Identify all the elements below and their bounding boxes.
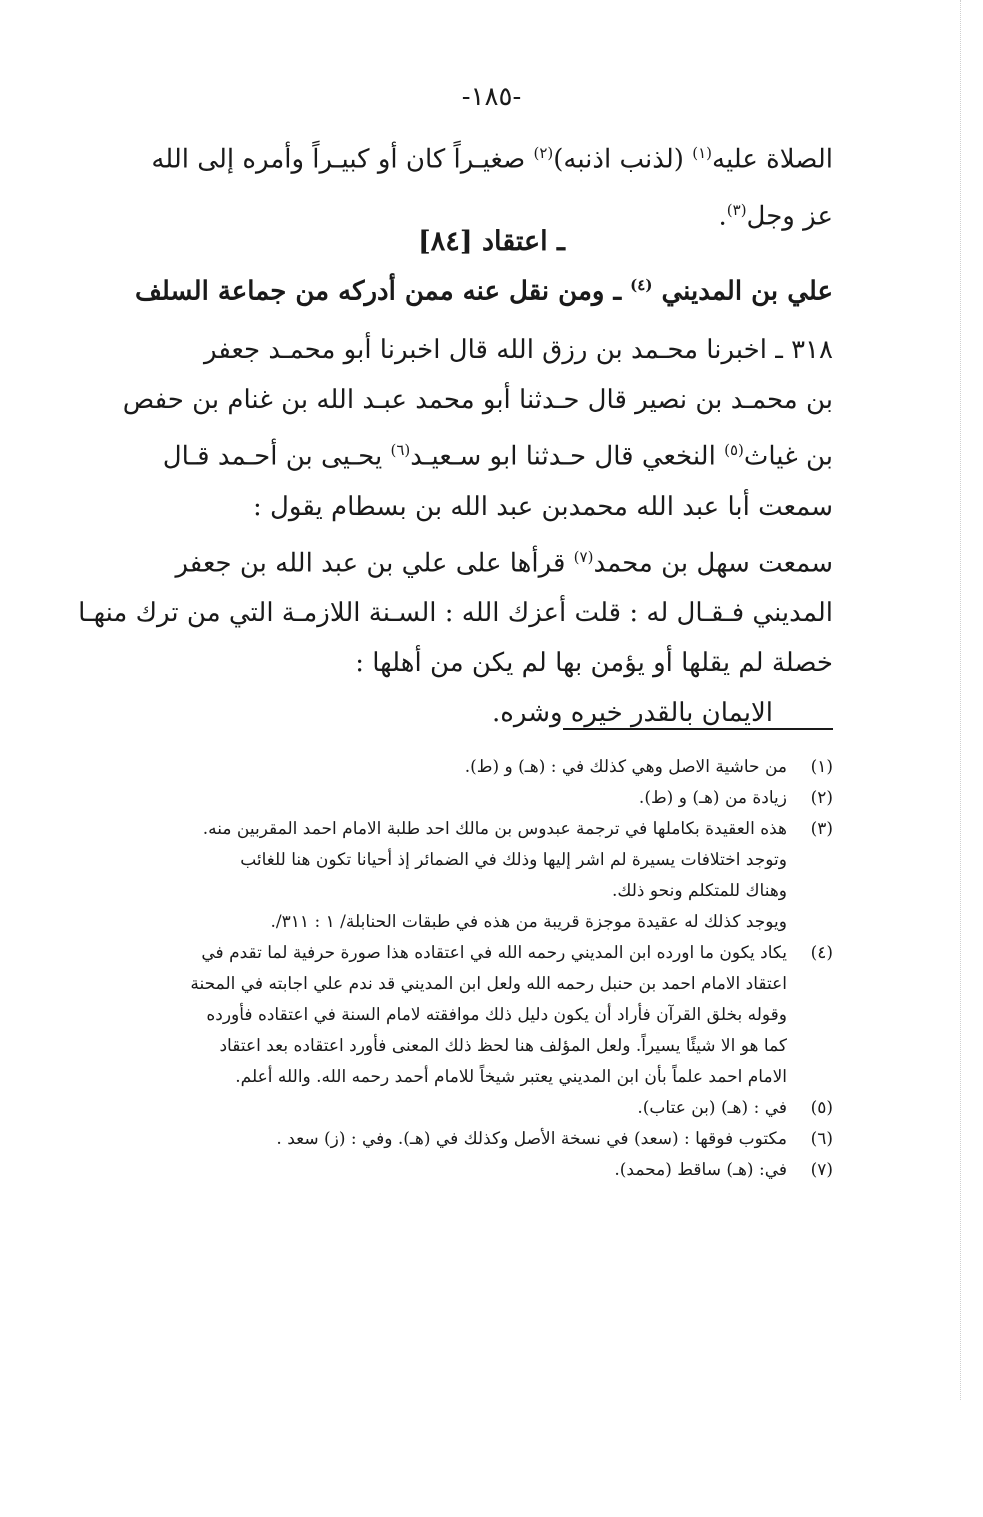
footnote-divider xyxy=(563,728,833,730)
footnote-3-line-4: ويوجد كذلك له عقيدة موجزة قريبة من هذه في طبقات الحنابلة/ ١ : ٣١١/. xyxy=(270,912,787,932)
footnote-3-line-2: وتوجد اختلافات يسيرة لم اشر إليها وذلك في الضمائر إذ أحيانا تكون هنا للغائب xyxy=(240,850,787,870)
text-run: . xyxy=(718,201,727,232)
footnote-6 xyxy=(143,1124,833,1155)
intro-line-1 xyxy=(153,128,833,185)
footnote-4-line-2: اعتقاد الامام احمد بن حنبل رحمه الله ولعل ابن المديني قد ندم علي اجابته في المحنة xyxy=(190,974,787,994)
footnote-3 xyxy=(143,814,833,845)
body-line-4: سمعت أبا عبد الله محمدبن عبد الله بن بسطام يقول : xyxy=(252,491,833,522)
body-line-1: ٣١٨ ـ اخبرنا محـمد بن رزق الله قال اخبرنا أبو محمـد جعفر xyxy=(204,335,833,365)
footnote-3-line-3: وهناك للمتكلم ونحو ذلك. xyxy=(612,881,787,901)
footnote-7 xyxy=(143,1155,833,1186)
footnote-4-line-5: الامام احمد علماً بأن ابن المديني يعتبر شيخاً للامام أحمد رحمه الله. والله أعلم. xyxy=(235,1067,787,1087)
footnote-text: من حاشية الاصل وهي كذلك في : (هـ) و (ط). xyxy=(464,757,787,777)
footnote-ref[interactable]: (٧) xyxy=(573,547,594,566)
body-line-2: بن محمـد بن نصير قال حـدثنا أبو محمد عبـد الله بن غنام بن حفص xyxy=(122,385,833,415)
footnote-number: (٢) xyxy=(810,788,833,808)
text-run: الصلاة عليه xyxy=(712,144,833,175)
body-line-7: خصلة لم يقلها أو يؤمن بها لم يكن من أهلها : xyxy=(355,648,833,679)
footnote-ref[interactable]: (٦) xyxy=(390,441,411,459)
footnote-text: مكتوب فوقها : (سعد) في نسخة الأصل وكذلك في (هـ). وفي : (ز) سعد . xyxy=(276,1129,787,1149)
text-run: بن غياث xyxy=(743,441,833,472)
intro-paragraph xyxy=(153,128,833,241)
footnote-text: زيادة من (هـ) و (ط). xyxy=(638,788,787,808)
text-run: صغيـراً كان أو كبيـراً وأمره إلى الله xyxy=(151,144,534,175)
body-line-3 xyxy=(153,425,833,482)
footnote-number: (١) xyxy=(810,757,833,777)
text-run: سمعت سهل بن محمد xyxy=(593,548,833,579)
footnote-ref[interactable]: (٢) xyxy=(533,144,554,162)
body-line-6: المديني فـقـال له : قلت أعزك الله : السـنة اللازمـة التي من ترك منهـا xyxy=(78,598,833,629)
text-run: يحـيى بن أحـمد قـال xyxy=(162,441,391,472)
section-subheading xyxy=(134,276,833,307)
page-number: -١٨٥- xyxy=(461,82,522,112)
footnote-4-line-3: وقوله بخلق القرآن فأراد أن يكون دليل ذلك موافقته لامام السنة في اعتقاده فأورده xyxy=(206,1005,787,1025)
text-run: النخعي قال حـدثنا ابو سـعيـد xyxy=(410,441,725,472)
footnote-ref[interactable]: (٥) xyxy=(724,441,744,459)
footnote-4 xyxy=(143,938,833,969)
footnote-ref[interactable]: (١) xyxy=(692,144,712,162)
footnotes xyxy=(143,752,833,1186)
body-line-5 xyxy=(153,532,833,589)
text-run: قرأها على علي بن عبد الله بن جعفر xyxy=(175,548,574,579)
footnote-text: في: (هـ) ساقط (محمد). xyxy=(614,1160,787,1180)
footnote-text: في : (هـ) (بن عتاب). xyxy=(637,1098,787,1118)
footnote-2 xyxy=(143,783,833,814)
footnote-text: هذه العقيدة بكاملها في ترجمة عبدوس بن مالك احد طلبة الامام احمد المقربين منه. xyxy=(202,819,787,839)
footnote-4-line-4: كما هو الا شيئًا يسيراً. ولعل المؤلف هنا لحظ ذلك المعنى فأورد اعتقاده بعد اعتقاد xyxy=(219,1036,787,1056)
footnote-number: (٤) xyxy=(810,943,833,963)
footnote-number: (٥) xyxy=(810,1098,833,1118)
text-run: علي بن المديني xyxy=(652,276,833,307)
footnote-ref[interactable]: (٣) xyxy=(726,200,747,219)
section-heading: ـ اعتقاد [٨٤] xyxy=(418,226,565,257)
text-run: ـ ومن نقل عنه ممن أدركه من جماعة السلف xyxy=(134,276,631,307)
footnote-number: (٧) xyxy=(810,1160,833,1180)
footnote-ref[interactable]: (٤) xyxy=(630,276,653,294)
scan-edge-line xyxy=(960,0,961,1400)
footnote-number: (٦) xyxy=(810,1129,833,1149)
text-run: عز وجل xyxy=(746,201,833,232)
footnote-text: يكاد يكون ما اورده ابن المديني رحمه الله في اعتقاده هذا صورة حرفية لما تقدم في xyxy=(201,943,787,963)
footnote-1 xyxy=(143,752,833,783)
body-paragraph xyxy=(78,325,833,738)
footnote-5 xyxy=(143,1093,833,1124)
footnote-number: (٣) xyxy=(810,819,833,839)
text-run: (لذنب اذنبه) xyxy=(553,144,693,175)
body-line-8: الايمان بالقدر خيره وشره. xyxy=(491,698,773,729)
